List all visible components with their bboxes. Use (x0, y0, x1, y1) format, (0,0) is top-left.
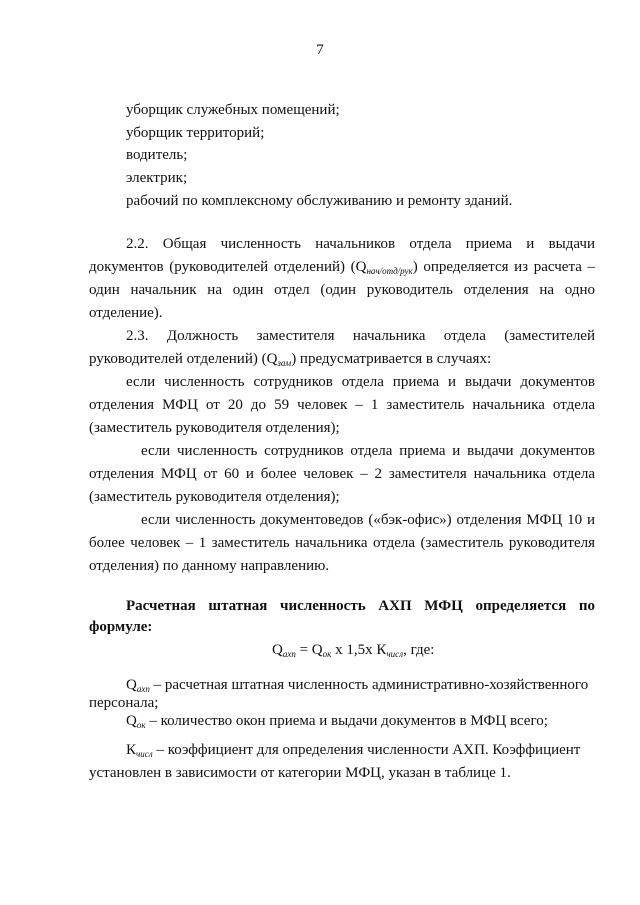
case-line: если численность документоведов («бэк-офис») отделения МФЦ 10 и (141, 512, 595, 528)
definition-k: $К_{числ}$ – коэффициент для определения численности АХП. Коэффициент (126, 742, 581, 759)
paragraph-2-3-line: руководителей отделений) $(Q_{зам})$ предусматривается в случаях: (89, 351, 492, 368)
list-item: уборщик служебных помещений; (126, 102, 340, 118)
definition-ok: $Q_{ок}$ – количество окон приема и выдачи документов в МФЦ всего; (126, 713, 548, 730)
list-item: водитель; (126, 147, 188, 163)
section-heading-line: Расчетная штатная численность АХП МФЦ определяется по (126, 598, 595, 614)
paragraph-2-2-line: отделение). (89, 305, 163, 321)
paragraph-2-2-line: один начальник на один отдел (один руководитель отделения на одно (89, 282, 595, 298)
paragraph-2-2-line: документов (руководителей отделений) $(Q_{нач/отд/рук})$ определяется из расчета – (89, 259, 595, 276)
section-heading-line: формуле: (89, 619, 153, 635)
case-line: если численность сотрудников отдела приема и выдачи документов (141, 443, 595, 459)
paragraph-2-3-line: 2.3. Должность заместителя начальника отдела (заместителей (126, 328, 595, 344)
case-line: более человек – 1 заместитель начальника отдела (заместитель руководителя (89, 535, 595, 551)
case-line: (заместитель руководителя отделения); (89, 489, 340, 505)
list-item: рабочий по комплексному обслуживанию и ремонту зданий. (126, 193, 513, 209)
definition-k-cont: установлен в зависимости от категории МФЦ, указан в таблице 1. (89, 765, 511, 781)
definition-axp: $Q_{ахп}$ – расчетная штатная численность административно-хозяйственного (126, 677, 589, 694)
list-item: уборщик территорий; (126, 125, 265, 141)
definition-axp-cont: персонала; (89, 695, 159, 711)
case-line: отделения МФЦ от 20 до 59 человек – 1 заместитель начальника отдела (89, 397, 595, 413)
page-number: 7 (316, 42, 324, 58)
case-line: отделения МФЦ от 60 и более человек – 2 заместителя начальника отдела (89, 466, 595, 482)
list-item: электрик; (126, 170, 188, 186)
paragraph-2-2-line: 2.2. Общая численность начальников отдела приема и выдачи (126, 236, 595, 252)
case-line: если численность сотрудников отдела приема и выдачи документов (126, 374, 595, 390)
case-line: отделения) по данному направлению. (89, 558, 330, 574)
formula: $Q_{ахп} = Q_{ок}$ х 1,5х $К_{числ}$, где: (272, 642, 435, 659)
case-line: (заместитель руководителя отделения); (89, 420, 340, 436)
